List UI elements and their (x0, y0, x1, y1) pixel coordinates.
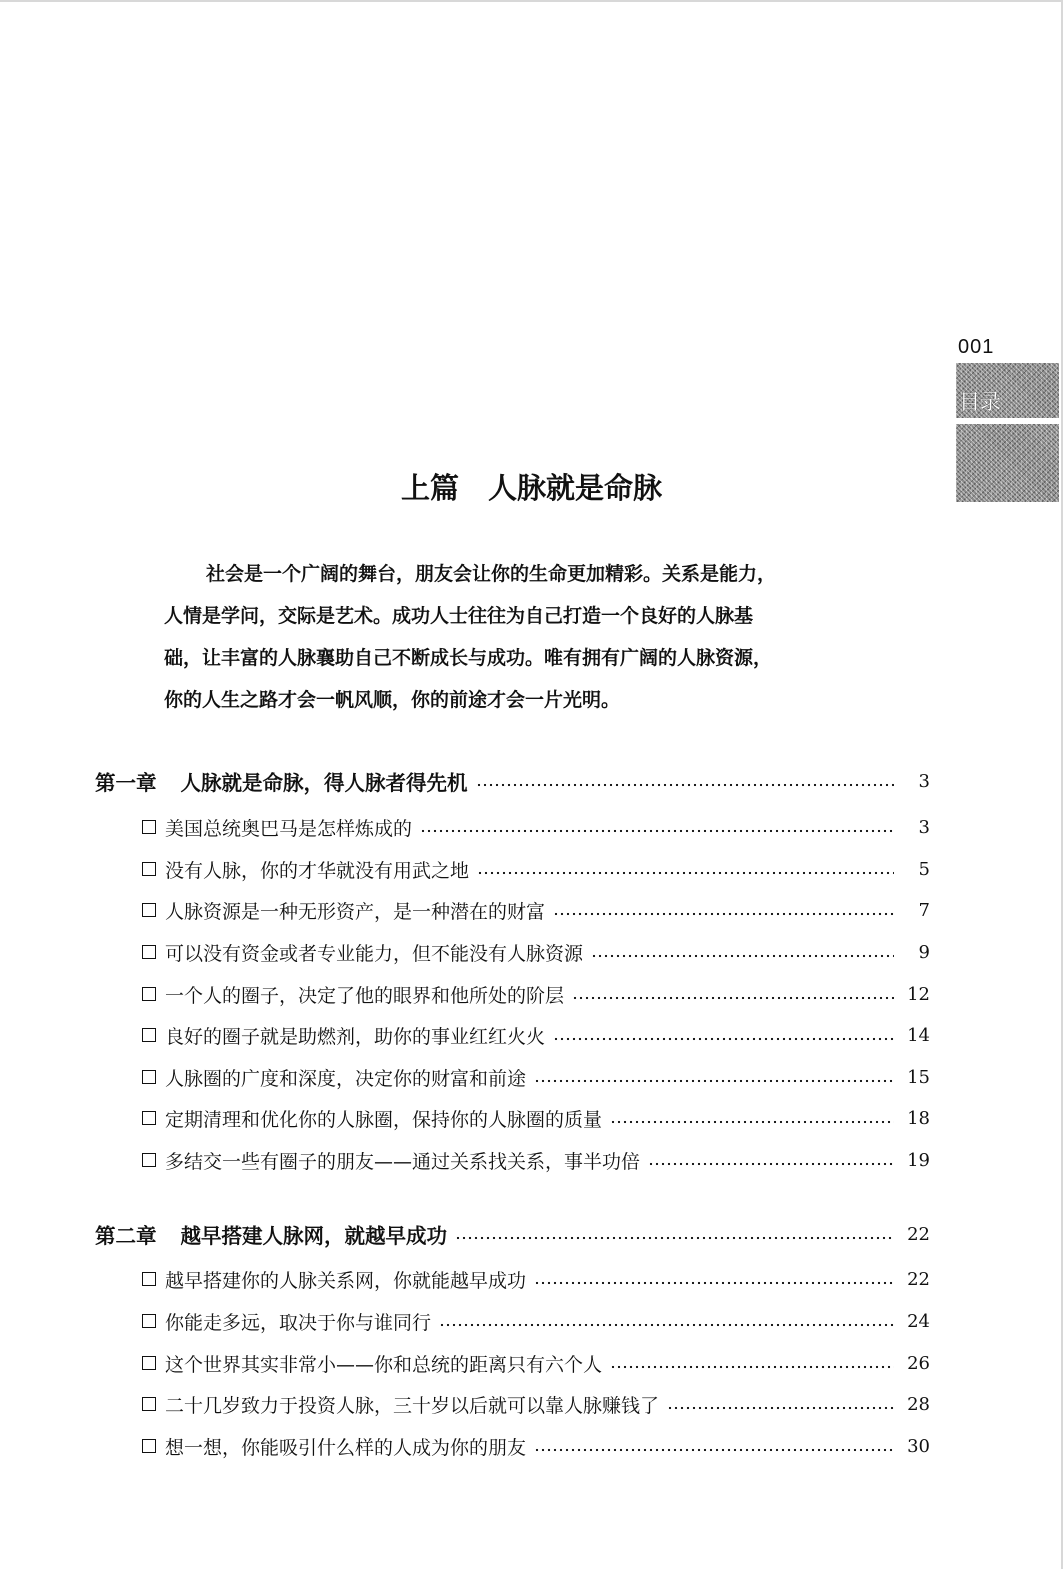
section-title: 想一想，你能吸引什么样的人成为你的朋友 (165, 1436, 527, 1459)
toc-section[interactable] (95, 895, 930, 925)
section-page: 19 (907, 1149, 930, 1171)
section-title: 美国总统奥巴马是怎样炼成的 (165, 817, 413, 840)
toc-section[interactable] (95, 1306, 930, 1336)
checkbox-icon (142, 1314, 156, 1328)
checkbox-icon (142, 1397, 156, 1411)
dot-leader (439, 1323, 894, 1327)
toc-section[interactable] (95, 937, 930, 967)
checkbox-icon (142, 945, 156, 959)
dot-leader (420, 829, 894, 833)
checkbox-icon (142, 820, 156, 834)
intro-line: 社会是一个广阔的舞台，朋友会让你的生命更加精彩。关系是能力， (206, 563, 777, 585)
toc-section[interactable] (95, 1348, 930, 1378)
section-title: 二十几岁致力于投资人脉，三十岁以后就可以靠人脉赚钱了 (165, 1394, 660, 1417)
intro-line: 人情是学问，交际是艺术。成功人士往往为自己打造一个良好的人脉基 (164, 605, 754, 627)
checkbox-icon (142, 1111, 156, 1125)
toc-section[interactable] (95, 1145, 930, 1175)
checkbox-icon (142, 903, 156, 917)
dot-leader (534, 1079, 894, 1083)
toc-chapter-2[interactable] (95, 1219, 930, 1249)
dot-leader (572, 996, 894, 1000)
toc-section[interactable] (95, 979, 930, 1009)
dot-leader (477, 871, 894, 875)
section-title: 你能走多远，取决于你与谁同行 (165, 1311, 432, 1334)
section-title: 越早搭建你的人脉关系网，你就能越早成功 (165, 1269, 527, 1292)
section-page: 3 (918, 816, 930, 838)
toc-section[interactable] (95, 812, 930, 842)
chapter-page: 22 (907, 1223, 930, 1245)
checkbox-icon (142, 1070, 156, 1084)
dot-leader (610, 1120, 894, 1124)
checkbox-icon (142, 1153, 156, 1167)
section-page: 22 (907, 1268, 930, 1290)
dot-leader (553, 1037, 894, 1041)
section-page: 30 (907, 1435, 930, 1457)
chapter-title: 人脉就是命脉，得人脉者得先机 (180, 771, 468, 795)
chapter-label: 第一章 (95, 771, 157, 795)
section-page: 5 (918, 858, 930, 880)
section-title: 这个世界其实非常小——你和总统的距离只有六个人 (165, 1353, 603, 1376)
side-tab-contents (956, 363, 1059, 418)
section-page: 28 (907, 1393, 930, 1415)
dot-leader (476, 783, 895, 787)
section-title: 人脉圈的广度和深度，决定你的财富和前途 (165, 1067, 527, 1090)
chapter-title: 越早搭建人脉网，就越早成功 (180, 1224, 447, 1248)
section-title: 一个人的圈子，决定了他的眼界和他所处的阶层 (165, 984, 565, 1007)
chapter-page: 3 (918, 770, 930, 792)
section-page: 12 (907, 983, 930, 1005)
checkbox-icon (142, 1028, 156, 1042)
page-edge-top (0, 0, 1063, 2)
section-title: 良好的圈子就是助燃剂，助你的事业红红火火 (165, 1025, 546, 1048)
intro-line: 础，让丰富的人脉襄助自己不断成长与成功。唯有拥有广阔的人脉资源， (164, 647, 773, 669)
toc-section[interactable] (95, 854, 930, 884)
section-title: 人脉资源是一种无形资产，是一种潜在的财富 (165, 900, 546, 923)
toc-chapter-1[interactable] (95, 766, 930, 796)
section-title: 可以没有资金或者专业能力，但不能没有人脉资源 (165, 942, 584, 965)
intro-paragraph (164, 553, 894, 721)
section-page: 26 (907, 1352, 930, 1374)
dot-leader (610, 1365, 894, 1369)
dot-leader (534, 1281, 894, 1285)
section-page: 7 (918, 899, 930, 921)
section-page: 14 (907, 1024, 930, 1046)
toc-section[interactable] (95, 1389, 930, 1419)
part-title: 上篇 人脉就是命脉 (400, 471, 662, 505)
dot-leader (534, 1448, 894, 1452)
dot-leader (648, 1162, 894, 1166)
toc-section[interactable] (95, 1431, 930, 1461)
dot-leader (591, 954, 894, 958)
toc-section[interactable] (95, 1020, 930, 1050)
dot-leader (455, 1236, 894, 1240)
checkbox-icon (142, 987, 156, 1001)
checkbox-icon (142, 1439, 156, 1453)
checkbox-icon (142, 1272, 156, 1286)
dot-leader (553, 912, 894, 916)
section-page: 15 (907, 1066, 930, 1088)
section-title: 没有人脉，你的才华就没有用武之地 (165, 859, 470, 882)
toc-section[interactable] (95, 1264, 930, 1294)
toc-section[interactable] (95, 1103, 930, 1133)
checkbox-icon (142, 862, 156, 876)
section-title: 多结交一些有圈子的朋友——通过关系找关系，事半功倍 (165, 1150, 641, 1173)
toc-section[interactable] (95, 1062, 930, 1092)
section-page: 24 (907, 1310, 930, 1332)
section-title: 定期清理和优化你的人脉圈，保持你的人脉圈的质量 (165, 1108, 603, 1131)
chapter-label: 第二章 (95, 1224, 157, 1248)
side-tab-label: 目录 (959, 390, 1001, 414)
page-number: 001 (958, 336, 995, 358)
section-page: 9 (918, 941, 930, 963)
dot-leader (667, 1406, 894, 1410)
section-page: 18 (907, 1107, 930, 1129)
intro-line: 你的人生之路才会一帆风顺，你的前途才会一片光明。 (164, 689, 621, 711)
checkbox-icon (142, 1356, 156, 1370)
